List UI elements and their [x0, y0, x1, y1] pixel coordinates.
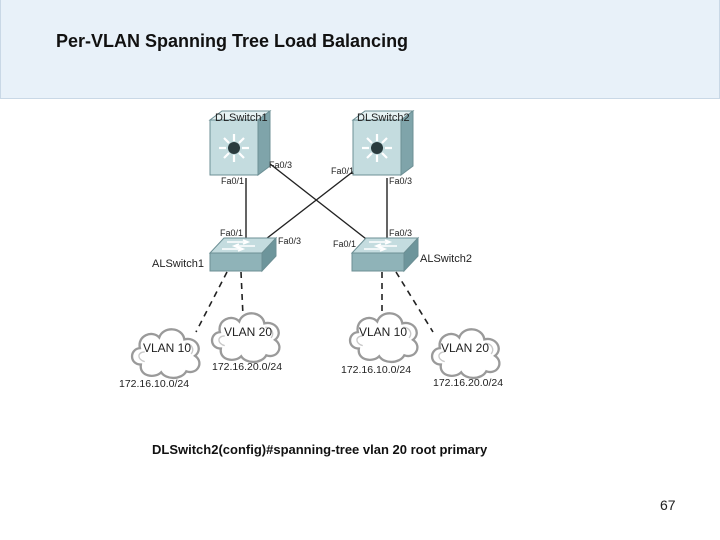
alswitch2-device	[352, 238, 418, 271]
page-number: 67	[660, 497, 676, 513]
alswitch1-label: ALSwitch1	[152, 258, 204, 270]
port-al2-fa01: Fa0/1	[333, 239, 357, 249]
port-al1-fa01: Fa0/1	[220, 228, 244, 238]
dlswitch2-label: DLSwitch2	[357, 112, 410, 124]
cloud-label-vlan10-right: VLAN 10	[359, 325, 408, 339]
cloud-label-vlan10-left: VLAN 10	[143, 341, 192, 355]
title-bar	[0, 0, 720, 99]
port-dl1-fa03: Fa0/3	[269, 160, 293, 170]
subnet-vlan20-left: 172.16.20.0/24	[212, 361, 283, 373]
slide-title: Per-VLAN Spanning Tree Load Balancing	[56, 31, 409, 51]
cloud-label-vlan20-left: VLAN 20	[224, 325, 273, 339]
port-al2-fa03: Fa0/3	[389, 228, 413, 238]
alswitch1-device	[210, 238, 276, 271]
dlswitch1-label: DLSwitch1	[215, 112, 268, 124]
port-dl2-fa01: Fa0/1	[331, 166, 355, 176]
network-diagram	[100, 100, 540, 400]
subnet-vlan20-right: 172.16.20.0/24	[433, 377, 504, 389]
config-command: DLSwitch2(config)#spanning-tree vlan 20 root primary	[152, 442, 488, 457]
alswitch2-label: ALSwitch2	[420, 253, 472, 265]
link-al1-cloud2	[241, 272, 243, 316]
port-dl2-fa03: Fa0/3	[389, 176, 413, 186]
subnet-vlan10-right: 172.16.10.0/24	[341, 364, 412, 376]
port-dl1-fa01: Fa0/1	[221, 176, 245, 186]
port-al1-fa03: Fa0/3	[278, 236, 302, 246]
subnet-vlan10-left: 172.16.10.0/24	[119, 378, 190, 390]
cloud-label-vlan20-right: VLAN 20	[441, 341, 490, 355]
